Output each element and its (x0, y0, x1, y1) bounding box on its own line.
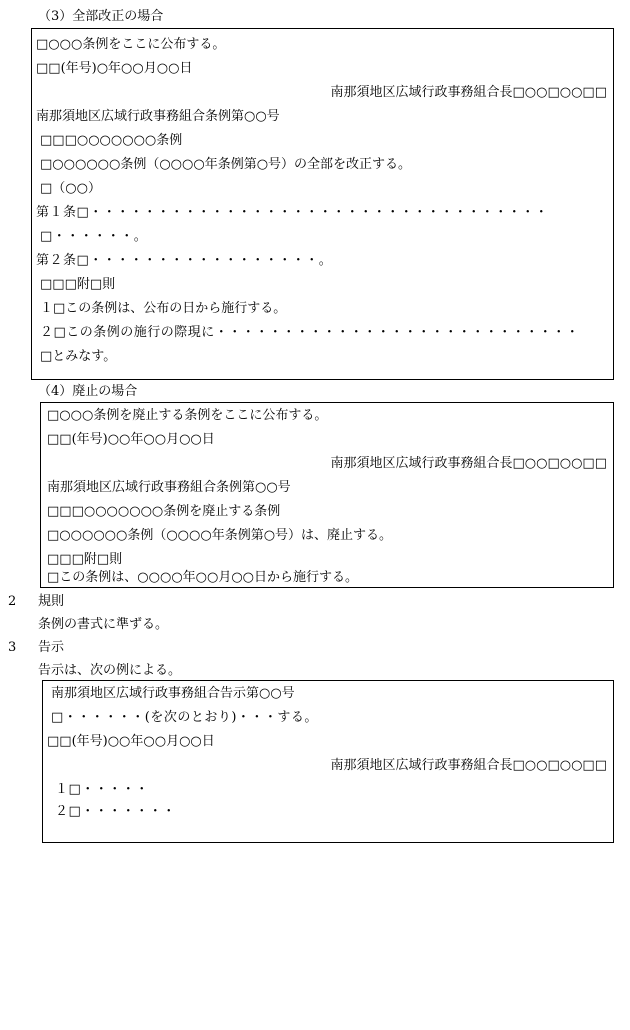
date-line: □□(年号)○○年○○月○○日 (47, 734, 215, 749)
item-2-text: 条例の書式に準ずる。 (38, 617, 169, 632)
promulgation-line: □○○○条例をここに公布する。 (36, 37, 226, 52)
item-3-title: 告示 (38, 640, 65, 655)
article-2-line: 第２条□・・・・・・・・・・・・・・・・・。 (36, 253, 333, 268)
notice-box (42, 680, 614, 843)
supplementary-item-2-end: □とみなす。 (40, 349, 117, 364)
caption-line: □（○○） (40, 181, 101, 196)
ordinance-number-line: 南那須地区広域行政事務組合条例第○○号 (36, 109, 280, 124)
revision-line: □○○○○○○条例（○○○○年条例第○号）の全部を改正する。 (40, 157, 412, 172)
notice-number-line: 南那須地区広域行政事務組合告示第○○号 (51, 686, 295, 701)
promulgation-line: □○○○条例を廃止する条例をここに公布する。 (47, 408, 328, 423)
signatory-line: 南那須地区広域行政事務組合長□○○□○○□□ (330, 758, 607, 773)
section-3-box (31, 28, 614, 380)
notice-body-line: □・・・・・・(を次のとおり)・・・する。 (51, 710, 318, 725)
notice-item-2: ２□・・・・・・・ (55, 804, 176, 819)
signatory-line: 南那須地区広域行政事務組合長□○○□○○□□ (330, 456, 607, 471)
ordinance-number-line: 南那須地区広域行政事務組合条例第○○号 (47, 480, 291, 495)
article-1-line: 第１条□・・・・・・・・・・・・・・・・・・・・・・・・・・・・・・・・・・ (36, 205, 549, 220)
article-1-continuation: □・・・・・・。 (40, 229, 148, 244)
section-4-heading: （4）廃止の場合 (38, 384, 138, 399)
signatory-line: 南那須地区広域行政事務組合長□○○□○○□□ (330, 85, 607, 100)
section-3-heading: （3）全部改正の場合 (38, 9, 164, 24)
ordinance-title-line: □□□○○○○○○○条例を廃止する条例 (47, 504, 281, 519)
supplementary-heading: □□□附□則 (40, 277, 116, 292)
item-2-title: 規則 (38, 594, 65, 609)
repeal-line: □○○○○○○条例（○○○○年条例第○号）は、廃止する。 (47, 528, 393, 543)
section-4-box (40, 402, 614, 588)
notice-item-1: １□・・・・・ (55, 782, 149, 797)
supplementary-heading: □□□附□則 (47, 552, 123, 567)
supplementary-item-1: １□この条例は、公布の日から施行する。 (40, 301, 287, 316)
item-2-number: 2 (8, 594, 17, 609)
ordinance-title-line: □□□○○○○○○○条例 (40, 133, 183, 148)
date-line: □□(年号)○年○○月○○日 (36, 61, 193, 76)
item-3-number: 3 (8, 640, 17, 655)
supplementary-item-2: ２□この条例の施行の際現に・・・・・・・・・・・・・・・・・・・・・・・・・・・ (40, 325, 580, 340)
enforcement-line: □この条例は、○○○○年○○月○○日から施行する。 (47, 570, 359, 585)
date-line: □□(年号)○○年○○月○○日 (47, 432, 215, 447)
item-3-text: 告示は、次の例による。 (38, 663, 182, 678)
